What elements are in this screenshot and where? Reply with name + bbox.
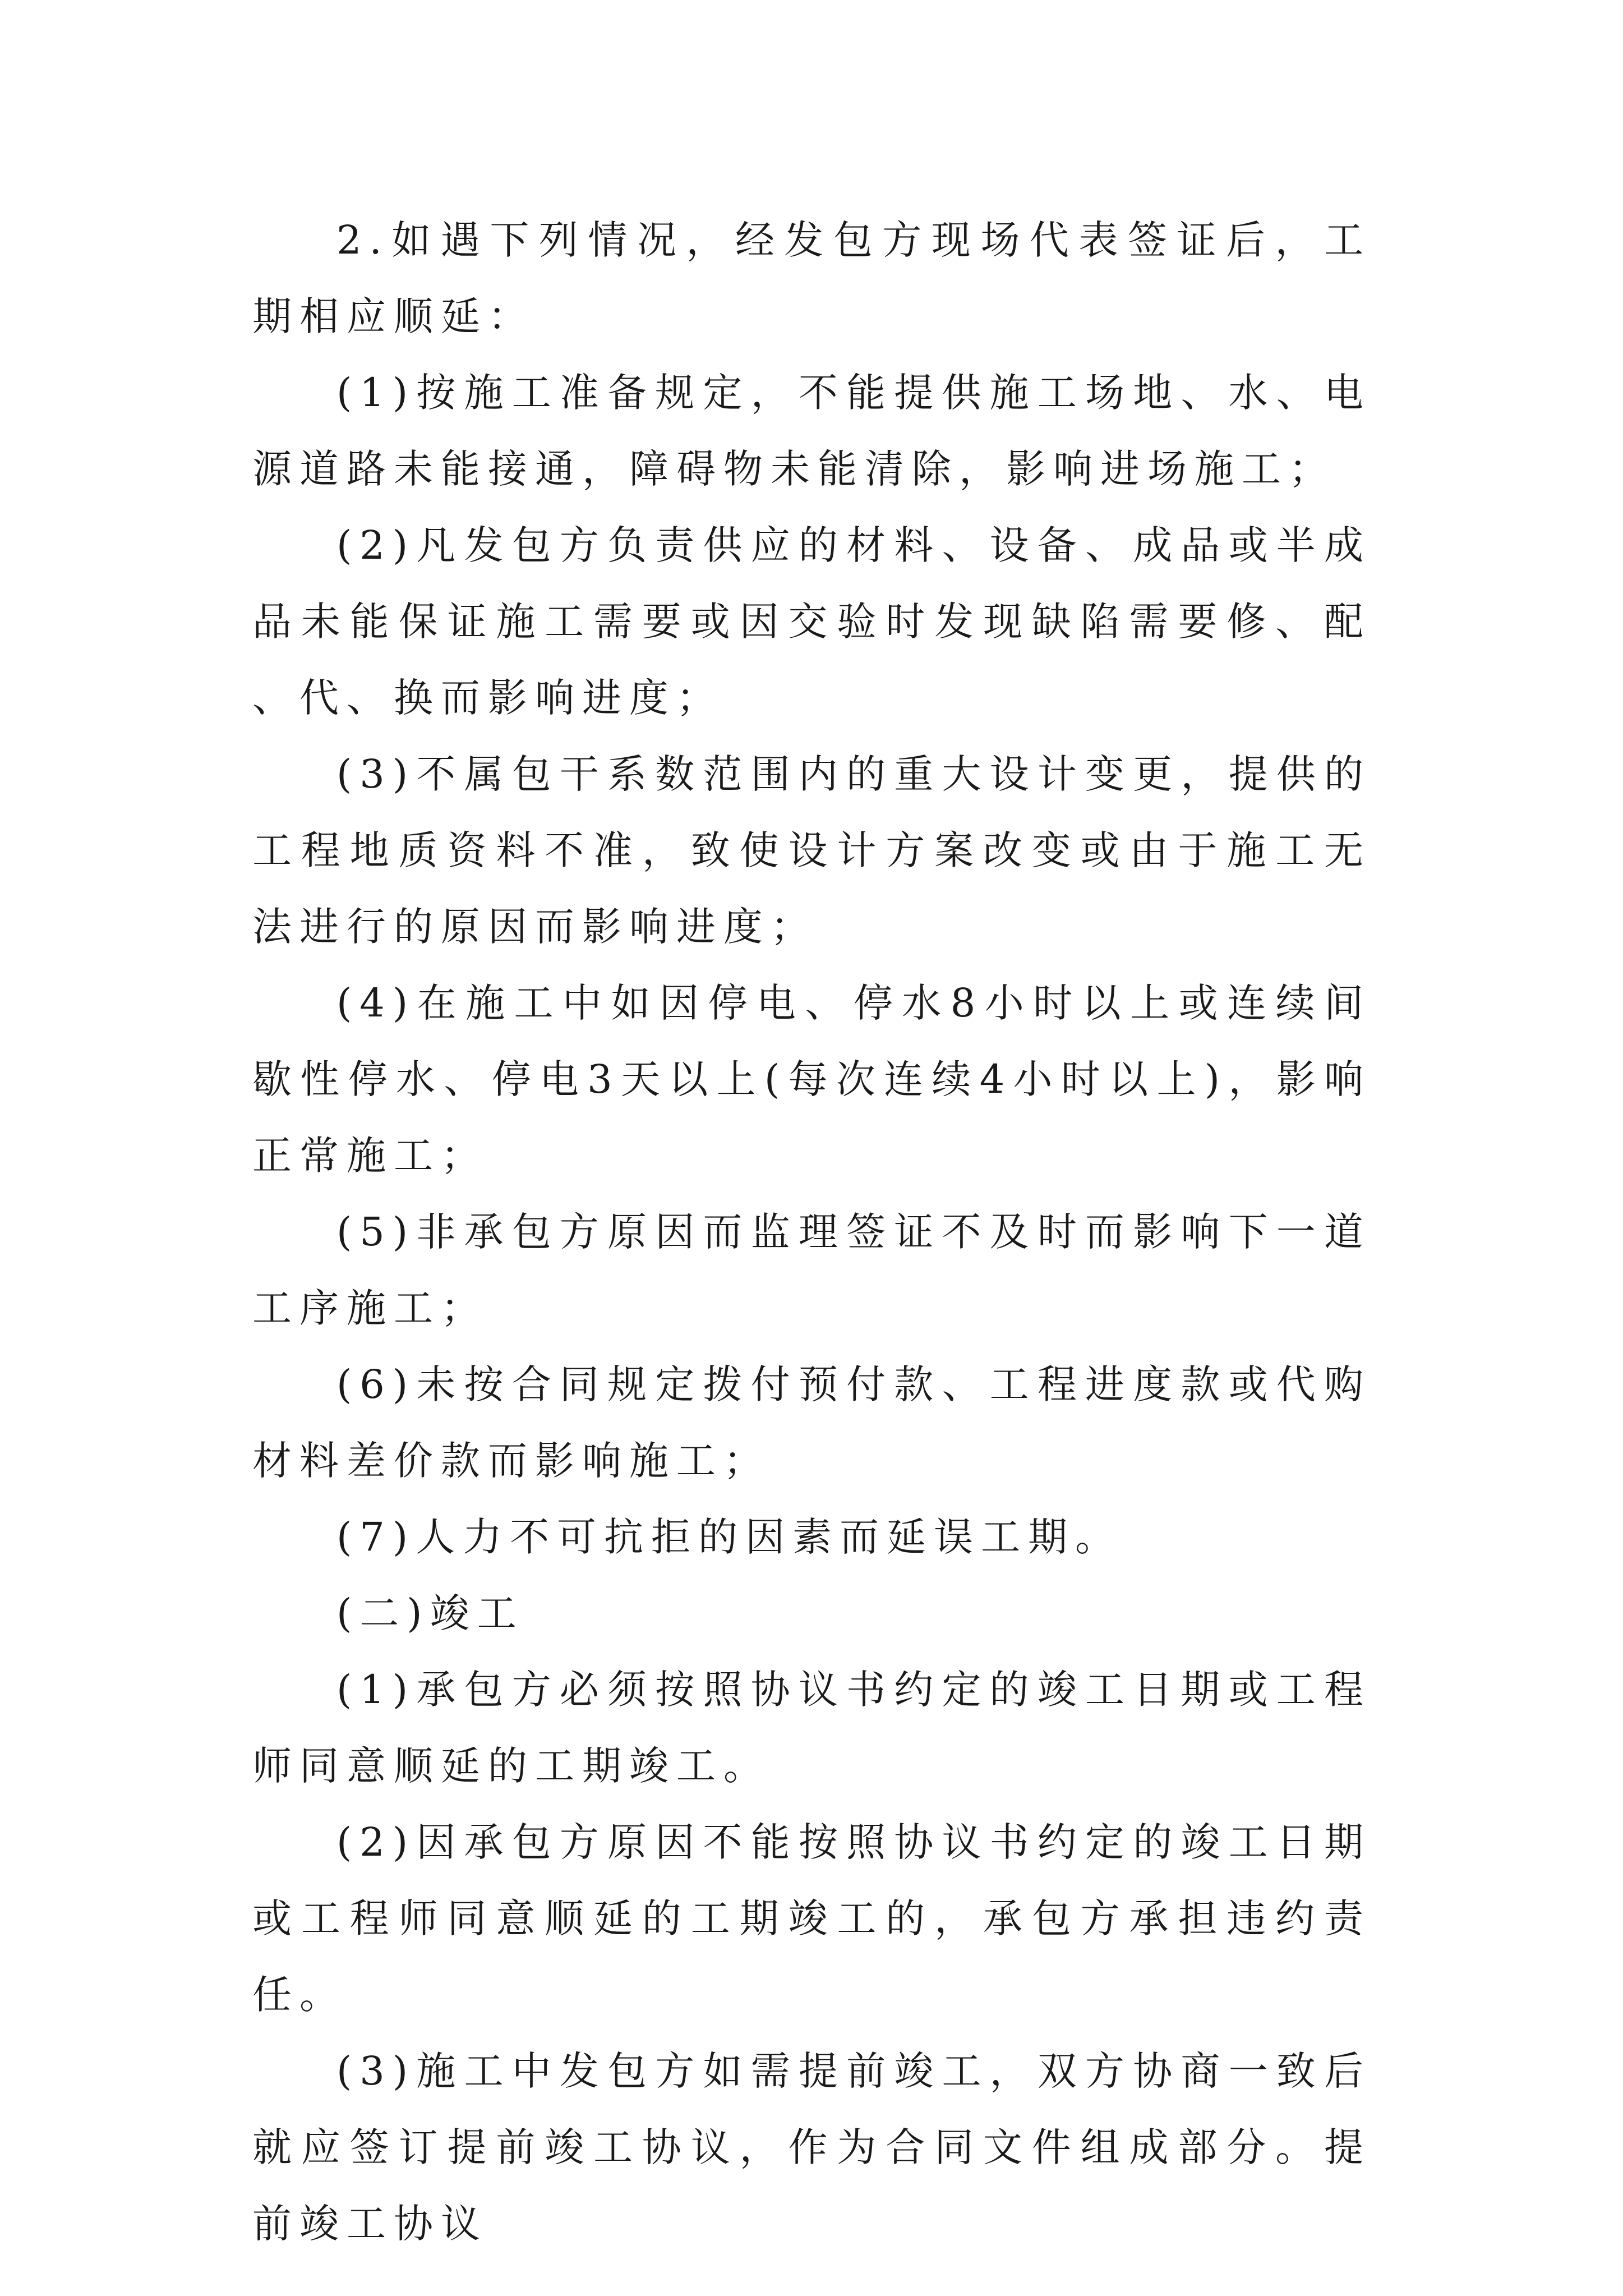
paragraph-item-5-supervision-signoff: (5)非承包方原因而监理签证不及时而影响下一道工序施工； [252,1209,1371,1331]
section-heading-completion: (二)竣工 [336,1590,524,1636]
paragraph-item-1-site-preparation: (1)按施工准备规定，不能提供施工场地、水、电源道路未能接通，障碍物未能清除，影响进场施工； [252,370,1371,492]
paragraph-item-6-payment-delay: (6)未按合同规定拨付预付款、工程进度款或代购材料差价款而影响施工； [252,1361,1371,1484]
paragraph-item-7-force-majeure: (7)人力不可抗拒的因素而延误工期。 [336,1514,1123,1560]
paragraph-delay-conditions: 2.如遇下列情况，经发包方现场代表签证后，工期相应顺延： [252,217,1371,339]
paragraph-completion-3: (3)施工中发包方如需提前竣工，双方协商一致后就应签订提前竣工协议，作为合同文件组成部分。提前竣工协议 [252,2048,1371,2247]
document-body [252,202,1371,2262]
paragraph-completion-1: (1)承包方必须按照协议书约定的竣工日期或工程师同意顺延的工期竣工。 [252,1667,1371,1789]
paragraph-item-4-power-water-outage: (4)在施工中如因停电、停水8小时以上或连续间歇性停水、停电3天以上(每次连续4小时以上)，影响正常施工； [252,980,1371,1179]
paragraph-item-2-materials-supply: (2)凡发包方负责供应的材料、设备、成品或半成品未能保证施工需要或因交验时发现缺陷需要修、配、代、换而影响进度； [252,522,1371,721]
paragraph-item-3-design-change: (3)不属包干系数范围内的重大设计变更，提供的工程地质资料不准，致使设计方案改变或由于施工无法进行的原因而影响进度； [252,751,1371,950]
paragraph-completion-2: (2)因承包方原因不能按照协议书约定的竣工日期或工程师同意顺延的工期竣工的，承包方承担违约责任。 [252,1819,1371,2018]
